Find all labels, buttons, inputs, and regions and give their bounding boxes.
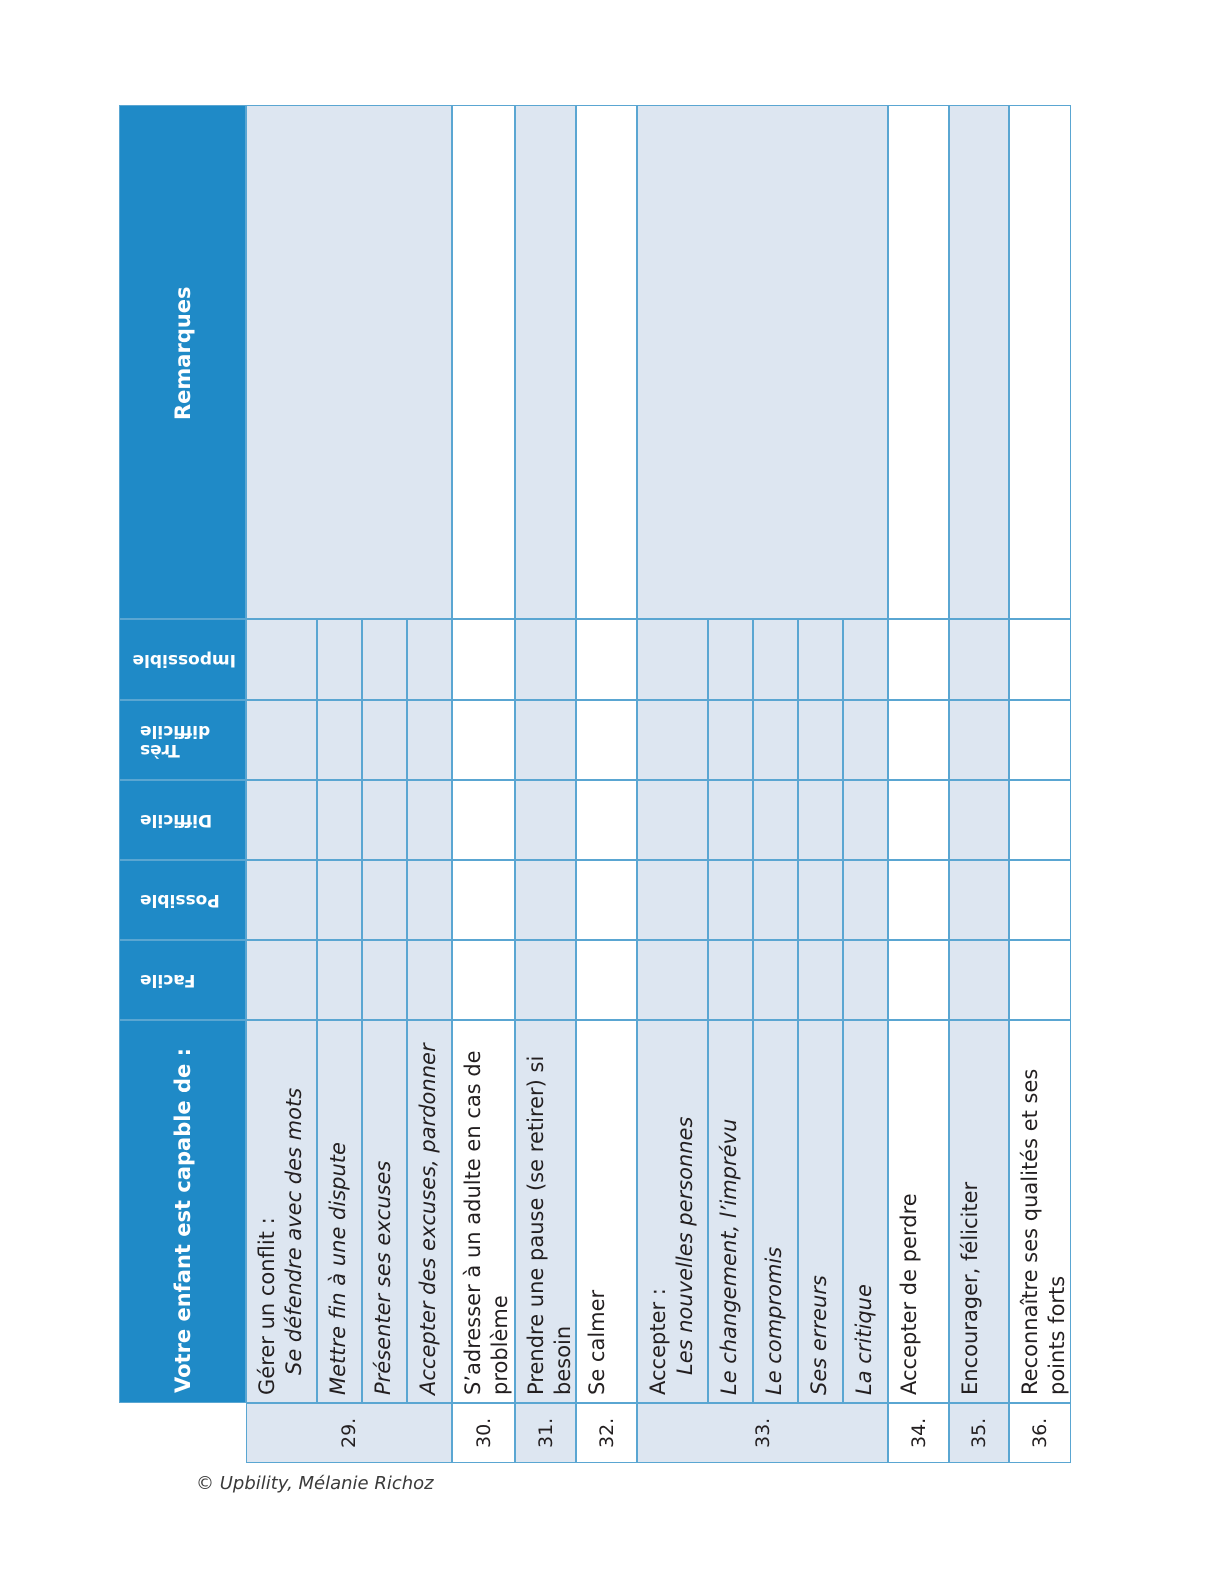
rating-cell[interactable] [1009, 940, 1071, 1020]
rating-cell[interactable] [753, 780, 798, 860]
item-label: Accepter : Les nouvelles personnes [646, 1116, 697, 1395]
item-label: Prendre une pause (se retirer) si besoin [524, 1055, 575, 1395]
item-label: Reconnaître ses qualités et ses points forts [1018, 1068, 1069, 1395]
rating-cell[interactable] [1009, 780, 1071, 860]
item-label: Se calmer [585, 1289, 609, 1395]
rating-cell[interactable] [317, 940, 362, 1020]
rating-cell[interactable] [452, 860, 515, 940]
item-label: Le compromis [762, 1246, 786, 1395]
rating-cell[interactable] [708, 860, 753, 940]
remarks-cell[interactable] [637, 105, 888, 619]
item-number: 36. [1029, 1417, 1051, 1448]
remarks-cell[interactable] [949, 105, 1009, 619]
rating-cell[interactable] [407, 860, 452, 940]
item-label: Accepter des excuses, pardonner [416, 1043, 440, 1395]
rating-cell[interactable] [798, 860, 843, 940]
header-question-label: Votre enfant est capable de : [171, 1048, 195, 1393]
rating-cell[interactable] [637, 619, 708, 700]
rating-cell[interactable] [843, 780, 888, 860]
rating-cell[interactable] [798, 619, 843, 700]
rating-cell[interactable] [708, 700, 753, 780]
rating-cell[interactable] [452, 780, 515, 860]
rating-cell[interactable] [888, 940, 949, 1020]
rating-cell[interactable] [576, 940, 637, 1020]
rating-cell[interactable] [1009, 860, 1071, 940]
item-label: Ses erreurs [807, 1275, 831, 1395]
rating-cell[interactable] [888, 780, 949, 860]
rating-cell[interactable] [246, 860, 317, 940]
item-label: Accepter de perdre [897, 1193, 921, 1395]
item-label: Présenter ses excuses [371, 1160, 395, 1395]
rating-cell[interactable] [515, 619, 576, 700]
remarks-cell[interactable] [515, 105, 576, 619]
rating-cell[interactable] [362, 860, 407, 940]
rating-cell[interactable] [515, 860, 576, 940]
rating-cell[interactable] [753, 619, 798, 700]
rating-cell[interactable] [515, 700, 576, 780]
rating-cell[interactable] [708, 619, 753, 700]
remarks-cell[interactable] [888, 105, 949, 619]
rating-cell[interactable] [407, 700, 452, 780]
item-number: 29. [338, 1417, 360, 1448]
remarks-cell[interactable] [452, 105, 515, 619]
item-label: Le changement, l’imprévu [717, 1118, 741, 1395]
rating-cell[interactable] [246, 780, 317, 860]
header-col-label-2: Possible [140, 890, 220, 910]
remarks-cell[interactable] [576, 105, 637, 619]
item-number: 35. [968, 1417, 990, 1448]
rating-cell[interactable] [708, 780, 753, 860]
item-label: La critique [852, 1284, 876, 1395]
remarks-cell[interactable] [1009, 105, 1071, 619]
rating-cell[interactable] [753, 700, 798, 780]
rating-cell[interactable] [452, 940, 515, 1020]
rating-cell[interactable] [637, 780, 708, 860]
rating-cell[interactable] [362, 619, 407, 700]
rating-cell[interactable] [317, 860, 362, 940]
rating-cell[interactable] [949, 700, 1009, 780]
rating-cell[interactable] [1009, 619, 1071, 700]
item-number: 32. [595, 1417, 618, 1448]
rating-cell[interactable] [317, 700, 362, 780]
rating-cell[interactable] [637, 700, 708, 780]
rating-cell[interactable] [798, 780, 843, 860]
rating-cell[interactable] [407, 619, 452, 700]
item-label: Encourager, féliciter [958, 1181, 982, 1395]
rating-cell[interactable] [888, 700, 949, 780]
rating-cell[interactable] [949, 940, 1009, 1020]
header-col-label-4: Très difficile [140, 721, 211, 760]
rating-cell[interactable] [843, 860, 888, 940]
rating-cell[interactable] [753, 940, 798, 1020]
rating-cell[interactable] [949, 780, 1009, 860]
item-label: S’adresser à un adulte en cas de problème [461, 1050, 512, 1395]
rating-cell[interactable] [888, 619, 949, 700]
header-col-label-3: Difficile [140, 810, 213, 830]
item-label: Mettre fin à une dispute [326, 1142, 350, 1395]
rating-cell[interactable] [753, 860, 798, 940]
rating-cell[interactable] [246, 619, 317, 700]
rating-cell[interactable] [843, 940, 888, 1020]
rating-cell[interactable] [576, 700, 637, 780]
rating-cell[interactable] [1009, 700, 1071, 780]
rating-cell[interactable] [637, 940, 708, 1020]
rating-cell[interactable] [637, 860, 708, 940]
rating-cell[interactable] [798, 940, 843, 1020]
rating-cell[interactable] [515, 780, 576, 860]
rating-cell[interactable] [407, 940, 452, 1020]
rating-cell[interactable] [246, 940, 317, 1020]
rating-cell[interactable] [888, 860, 949, 940]
rating-cell[interactable] [576, 780, 637, 860]
rating-cell[interactable] [317, 780, 362, 860]
item-label: Gérer un conflit : Se défendre avec des mots [255, 1087, 306, 1395]
rating-cell[interactable] [949, 619, 1009, 700]
rating-cell[interactable] [362, 940, 407, 1020]
rating-cell[interactable] [576, 619, 637, 700]
rating-cell[interactable] [407, 780, 452, 860]
rating-cell[interactable] [843, 619, 888, 700]
header-col-label-1: Facile [140, 970, 196, 990]
rating-cell[interactable] [949, 860, 1009, 940]
rating-cell[interactable] [798, 700, 843, 780]
rating-cell[interactable] [576, 860, 637, 940]
rating-cell[interactable] [362, 780, 407, 860]
rating-cell[interactable] [317, 619, 362, 700]
rating-cell[interactable] [362, 700, 407, 780]
header-remarks-label: Remarques [171, 286, 195, 420]
copyright-notice: © Upbility, Mélanie Richoz [196, 1473, 434, 1494]
item-number: 33. [751, 1417, 774, 1448]
rating-cell[interactable] [452, 619, 515, 700]
rating-cell[interactable] [843, 700, 888, 780]
item-number: 31. [534, 1417, 557, 1448]
rating-cell[interactable] [515, 940, 576, 1020]
item-number: 30. [472, 1417, 495, 1448]
rating-cell[interactable] [452, 700, 515, 780]
rating-cell[interactable] [246, 700, 317, 780]
item-number: 34. [907, 1417, 930, 1448]
header-col-label-5: Impossible [132, 649, 236, 670]
remarks-cell[interactable] [246, 105, 452, 619]
rating-cell[interactable] [708, 940, 753, 1020]
